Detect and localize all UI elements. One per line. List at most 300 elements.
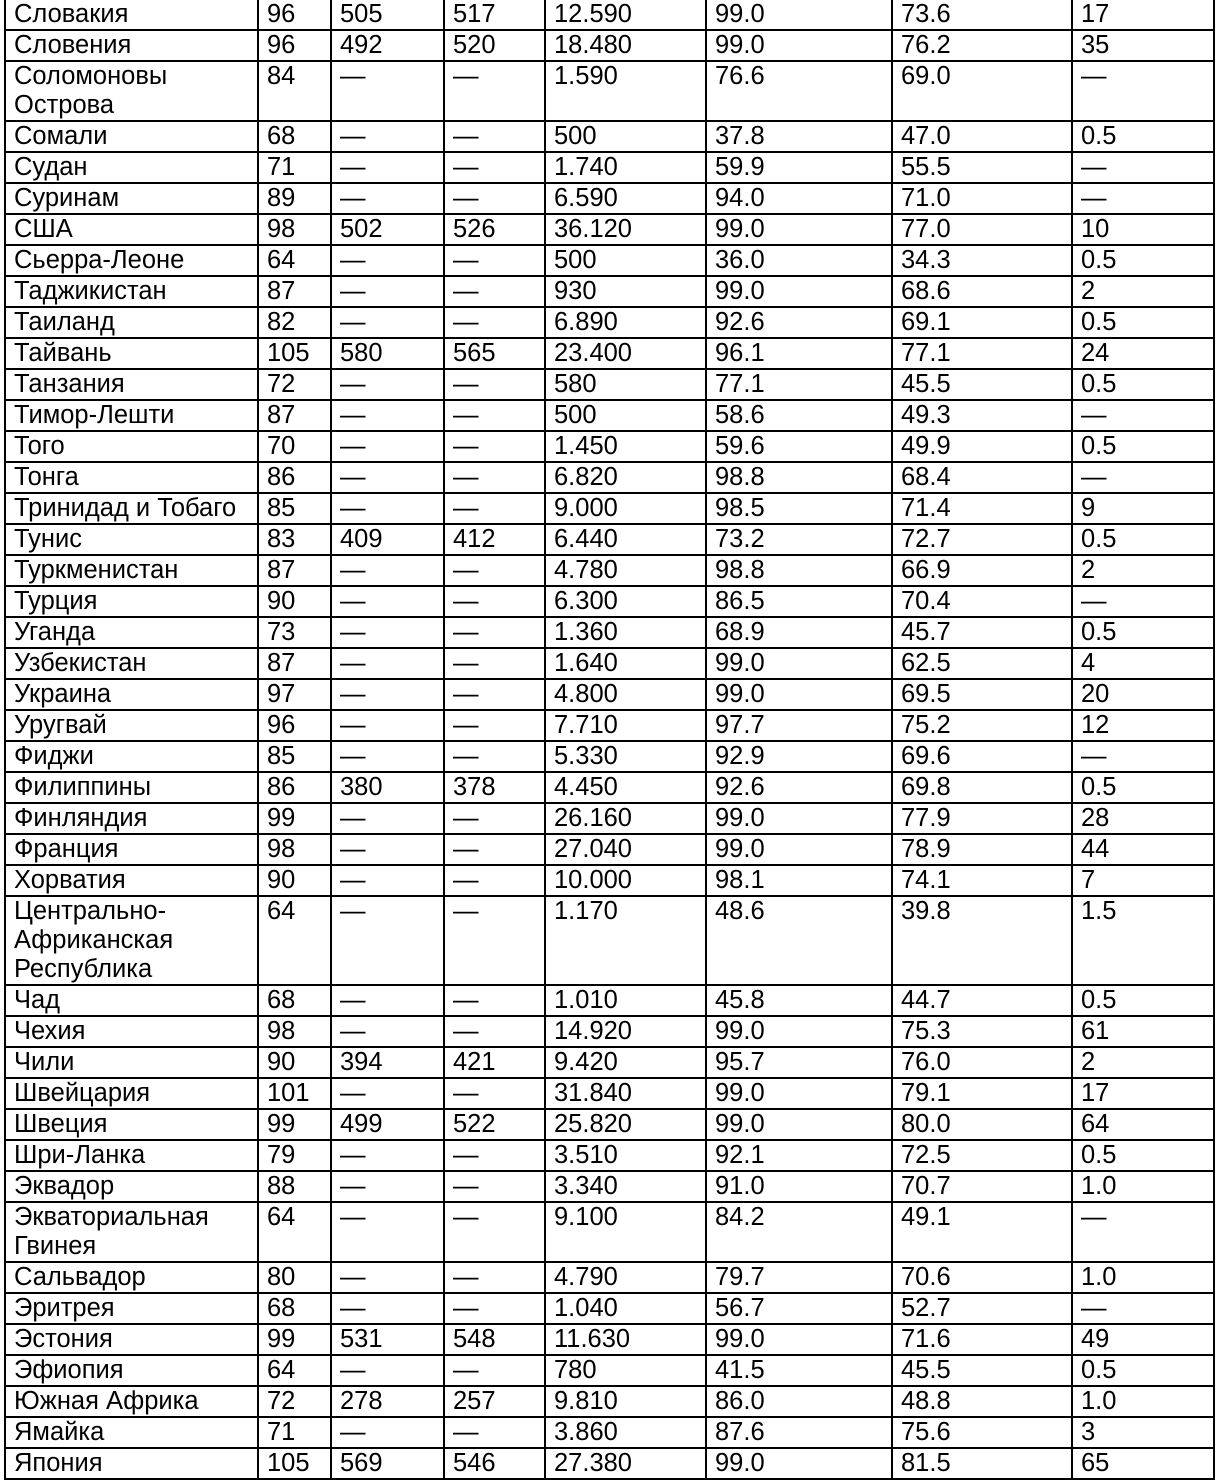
value-cell-2: — [331, 741, 444, 772]
value-cell-4: 4.800 [545, 679, 706, 710]
value-cell-6: 77.0 [892, 214, 1072, 245]
value-cell-1: 96 [258, 0, 331, 30]
value-cell-1: 90 [258, 865, 331, 896]
value-cell-7: 4 [1072, 648, 1214, 679]
value-cell-4: 12.590 [545, 0, 706, 30]
country-cell: Таиланд [5, 307, 258, 338]
value-cell-7: 35 [1072, 30, 1214, 61]
country-cell: Чад [5, 985, 258, 1016]
value-cell-5: 99.0 [706, 1448, 892, 1479]
value-cell-5: 37.8 [706, 121, 892, 152]
value-cell-1: 96 [258, 710, 331, 741]
value-cell-6: 71.0 [892, 183, 1072, 214]
value-cell-1: 86 [258, 462, 331, 493]
value-cell-1: 96 [258, 30, 331, 61]
value-cell-5: 99.0 [706, 679, 892, 710]
table-row [5, 1386, 1214, 1417]
value-cell-5: 96.1 [706, 338, 892, 369]
table-row [5, 369, 1214, 400]
value-cell-7: 0.5 [1072, 245, 1214, 276]
table-row [5, 803, 1214, 834]
value-cell-7: 0.5 [1072, 772, 1214, 803]
value-cell-5: 45.8 [706, 985, 892, 1016]
value-cell-3: — [444, 400, 545, 431]
value-cell-6: 55.5 [892, 152, 1072, 183]
value-cell-6: 75.3 [892, 1016, 1072, 1047]
value-cell-4: 1.040 [545, 1293, 706, 1324]
country-cell: Словакия [5, 0, 258, 30]
value-cell-3: — [444, 1293, 545, 1324]
value-cell-4: 1.740 [545, 152, 706, 183]
value-cell-5: 99.0 [706, 1324, 892, 1355]
value-cell-2: — [331, 648, 444, 679]
value-cell-5: 99.0 [706, 1078, 892, 1109]
value-cell-5: 99.0 [706, 648, 892, 679]
value-cell-6: 68.4 [892, 462, 1072, 493]
table-row [5, 710, 1214, 741]
value-cell-6: 45.5 [892, 1355, 1072, 1386]
value-cell-7: 0.5 [1072, 307, 1214, 338]
country-cell: Словения [5, 30, 258, 61]
value-cell-7: 0.5 [1072, 369, 1214, 400]
value-cell-2: — [331, 586, 444, 617]
value-cell-6: 52.7 [892, 1293, 1072, 1324]
value-cell-5: 98.5 [706, 493, 892, 524]
value-cell-3: — [444, 896, 545, 985]
country-cell: Тунис [5, 524, 258, 555]
country-cell: Финляндия [5, 803, 258, 834]
value-cell-4: 6.890 [545, 307, 706, 338]
value-cell-3: — [444, 431, 545, 462]
value-cell-1: 80 [258, 1262, 331, 1293]
value-cell-7: — [1072, 152, 1214, 183]
value-cell-5: 98.8 [706, 462, 892, 493]
value-cell-2: — [331, 369, 444, 400]
value-cell-1: 68 [258, 1293, 331, 1324]
value-cell-5: 99.0 [706, 1109, 892, 1140]
value-cell-1: 97 [258, 679, 331, 710]
table-row [5, 1355, 1214, 1386]
value-cell-7: — [1072, 741, 1214, 772]
value-cell-6: 75.2 [892, 710, 1072, 741]
value-cell-1: 64 [258, 1355, 331, 1386]
value-cell-1: 89 [258, 183, 331, 214]
value-cell-2: 531 [331, 1324, 444, 1355]
value-cell-3: — [444, 307, 545, 338]
value-cell-3: — [444, 648, 545, 679]
value-cell-3: — [444, 1171, 545, 1202]
value-cell-2: — [331, 834, 444, 865]
value-cell-2: — [331, 1078, 444, 1109]
value-cell-7: 17 [1072, 0, 1214, 30]
value-cell-4: 4.790 [545, 1262, 706, 1293]
value-cell-7: — [1072, 61, 1214, 121]
value-cell-4: 6.440 [545, 524, 706, 555]
value-cell-4: 1.590 [545, 61, 706, 121]
value-cell-2: — [331, 183, 444, 214]
value-cell-5: 77.1 [706, 369, 892, 400]
value-cell-6: 68.6 [892, 276, 1072, 307]
value-cell-6: 62.5 [892, 648, 1072, 679]
value-cell-7: 0.5 [1072, 524, 1214, 555]
value-cell-2: — [331, 61, 444, 121]
value-cell-6: 70.6 [892, 1262, 1072, 1293]
country-cell: Уганда [5, 617, 258, 648]
value-cell-5: 92.6 [706, 772, 892, 803]
value-cell-1: 79 [258, 1140, 331, 1171]
value-cell-2: 380 [331, 772, 444, 803]
value-cell-6: 49.1 [892, 1202, 1072, 1262]
value-cell-3: — [444, 803, 545, 834]
value-cell-4: 27.380 [545, 1448, 706, 1479]
table-row [5, 30, 1214, 61]
value-cell-4: 6.300 [545, 586, 706, 617]
table-row [5, 648, 1214, 679]
value-cell-3: 548 [444, 1324, 545, 1355]
table-row [5, 1202, 1214, 1262]
country-cell: Филиппины [5, 772, 258, 803]
table-row [5, 400, 1214, 431]
value-cell-3: — [444, 121, 545, 152]
value-cell-5: 87.6 [706, 1417, 892, 1448]
value-cell-6: 78.9 [892, 834, 1072, 865]
value-cell-4: 580 [545, 369, 706, 400]
value-cell-7: 12 [1072, 710, 1214, 741]
country-cell: Сомали [5, 121, 258, 152]
table-row [5, 865, 1214, 896]
country-cell: Соломоновы Острова [5, 61, 258, 121]
country-cell: Танзания [5, 369, 258, 400]
table-row [5, 1016, 1214, 1047]
value-cell-3: — [444, 1140, 545, 1171]
value-cell-3: — [444, 865, 545, 896]
value-cell-7: 20 [1072, 679, 1214, 710]
country-cell: Фиджи [5, 741, 258, 772]
table-row [5, 1448, 1214, 1479]
value-cell-2: — [331, 307, 444, 338]
value-cell-4: 25.820 [545, 1109, 706, 1140]
table-row [5, 1262, 1214, 1293]
value-cell-5: 79.7 [706, 1262, 892, 1293]
value-cell-3: 546 [444, 1448, 545, 1479]
value-cell-4: 26.160 [545, 803, 706, 834]
value-cell-7: 0.5 [1072, 985, 1214, 1016]
value-cell-7: — [1072, 1202, 1214, 1262]
table-row [5, 276, 1214, 307]
value-cell-3: — [444, 183, 545, 214]
value-cell-6: 80.0 [892, 1109, 1072, 1140]
value-cell-1: 86 [258, 772, 331, 803]
value-cell-2: — [331, 493, 444, 524]
value-cell-1: 99 [258, 1109, 331, 1140]
value-cell-3: — [444, 985, 545, 1016]
value-cell-4: 6.590 [545, 183, 706, 214]
country-cell: Суринам [5, 183, 258, 214]
value-cell-4: 9.100 [545, 1202, 706, 1262]
country-cell: Эстония [5, 1324, 258, 1355]
country-cell: Таджикистан [5, 276, 258, 307]
table-row [5, 214, 1214, 245]
value-cell-5: 92.6 [706, 307, 892, 338]
table-row [5, 524, 1214, 555]
value-cell-1: 84 [258, 61, 331, 121]
country-cell: Туркменистан [5, 555, 258, 586]
value-cell-3: 378 [444, 772, 545, 803]
value-cell-5: 91.0 [706, 1171, 892, 1202]
value-cell-7: — [1072, 586, 1214, 617]
value-cell-3: 517 [444, 0, 545, 30]
value-cell-4: 1.450 [545, 431, 706, 462]
value-cell-4: 500 [545, 121, 706, 152]
value-cell-6: 66.9 [892, 555, 1072, 586]
value-cell-3: — [444, 586, 545, 617]
country-cell: Шри-Ланка [5, 1140, 258, 1171]
value-cell-4: 780 [545, 1355, 706, 1386]
value-cell-1: 68 [258, 985, 331, 1016]
value-cell-4: 1.640 [545, 648, 706, 679]
value-cell-7: 17 [1072, 1078, 1214, 1109]
value-cell-7: 3 [1072, 1417, 1214, 1448]
value-cell-3: — [444, 462, 545, 493]
value-cell-6: 49.3 [892, 400, 1072, 431]
value-cell-4: 27.040 [545, 834, 706, 865]
value-cell-2: — [331, 1293, 444, 1324]
value-cell-7: 2 [1072, 555, 1214, 586]
value-cell-7: 49 [1072, 1324, 1214, 1355]
value-cell-5: 36.0 [706, 245, 892, 276]
value-cell-7: 24 [1072, 338, 1214, 369]
value-cell-2: — [331, 1202, 444, 1262]
value-cell-7: 44 [1072, 834, 1214, 865]
value-cell-5: 99.0 [706, 0, 892, 30]
value-cell-2: 492 [331, 30, 444, 61]
value-cell-7: 9 [1072, 493, 1214, 524]
value-cell-7: 7 [1072, 865, 1214, 896]
country-cell: США [5, 214, 258, 245]
value-cell-6: 74.1 [892, 865, 1072, 896]
value-cell-2: — [331, 245, 444, 276]
country-cell: Эритрея [5, 1293, 258, 1324]
value-cell-5: 99.0 [706, 30, 892, 61]
value-cell-3: — [444, 710, 545, 741]
value-cell-2: — [331, 710, 444, 741]
value-cell-2: — [331, 865, 444, 896]
value-cell-6: 39.8 [892, 896, 1072, 985]
country-cell: Швейцария [5, 1078, 258, 1109]
value-cell-1: 70 [258, 431, 331, 462]
value-cell-2: — [331, 431, 444, 462]
country-cell: Экваториальная Гвинея [5, 1202, 258, 1262]
value-cell-5: 59.6 [706, 431, 892, 462]
value-cell-7: 10 [1072, 214, 1214, 245]
value-cell-3: — [444, 276, 545, 307]
table-row [5, 1324, 1214, 1355]
table-row [5, 985, 1214, 1016]
value-cell-6: 71.6 [892, 1324, 1072, 1355]
value-cell-5: 84.2 [706, 1202, 892, 1262]
value-cell-4: 3.860 [545, 1417, 706, 1448]
value-cell-1: 87 [258, 400, 331, 431]
country-cell: Тимор-Лешти [5, 400, 258, 431]
value-cell-6: 75.6 [892, 1417, 1072, 1448]
value-cell-1: 101 [258, 1078, 331, 1109]
value-cell-2: — [331, 803, 444, 834]
value-cell-2: — [331, 679, 444, 710]
value-cell-2: 569 [331, 1448, 444, 1479]
table-row [5, 896, 1214, 985]
value-cell-6: 69.6 [892, 741, 1072, 772]
value-cell-7: — [1072, 462, 1214, 493]
value-cell-5: 98.8 [706, 555, 892, 586]
value-cell-1: 88 [258, 1171, 331, 1202]
country-cell: Эквадор [5, 1171, 258, 1202]
value-cell-1: 64 [258, 245, 331, 276]
value-cell-5: 59.9 [706, 152, 892, 183]
value-cell-3: — [444, 1417, 545, 1448]
value-cell-7: — [1072, 400, 1214, 431]
country-cell: Тайвань [5, 338, 258, 369]
value-cell-1: 99 [258, 1324, 331, 1355]
country-cell: Уругвай [5, 710, 258, 741]
value-cell-4: 9.810 [545, 1386, 706, 1417]
value-cell-2: 580 [331, 338, 444, 369]
value-cell-2: — [331, 121, 444, 152]
value-cell-7: 0.5 [1072, 1355, 1214, 1386]
value-cell-2: — [331, 1016, 444, 1047]
value-cell-1: 87 [258, 555, 331, 586]
value-cell-7: 0.5 [1072, 617, 1214, 648]
value-cell-6: 69.8 [892, 772, 1072, 803]
value-cell-2: — [331, 1417, 444, 1448]
table-body [5, 0, 1214, 1479]
table-row [5, 462, 1214, 493]
table-row [5, 1417, 1214, 1448]
value-cell-1: 87 [258, 648, 331, 679]
value-cell-1: 85 [258, 493, 331, 524]
value-cell-3: 412 [444, 524, 545, 555]
value-cell-5: 95.7 [706, 1047, 892, 1078]
value-cell-6: 69.1 [892, 307, 1072, 338]
value-cell-1: 71 [258, 152, 331, 183]
value-cell-4: 10.000 [545, 865, 706, 896]
value-cell-3: — [444, 369, 545, 400]
value-cell-5: 97.7 [706, 710, 892, 741]
table-row [5, 0, 1214, 30]
value-cell-4: 1.170 [545, 896, 706, 985]
table-row [5, 1047, 1214, 1078]
value-cell-2: — [331, 1140, 444, 1171]
value-cell-4: 9.420 [545, 1047, 706, 1078]
value-cell-2: 394 [331, 1047, 444, 1078]
value-cell-5: 99.0 [706, 276, 892, 307]
value-cell-4: 3.510 [545, 1140, 706, 1171]
value-cell-3: — [444, 245, 545, 276]
value-cell-2: — [331, 1355, 444, 1386]
value-cell-6: 79.1 [892, 1078, 1072, 1109]
value-cell-6: 76.2 [892, 30, 1072, 61]
value-cell-7: 2 [1072, 276, 1214, 307]
value-cell-5: 98.1 [706, 865, 892, 896]
value-cell-2: — [331, 276, 444, 307]
table-row [5, 307, 1214, 338]
value-cell-6: 49.9 [892, 431, 1072, 462]
value-cell-7: 61 [1072, 1016, 1214, 1047]
value-cell-1: 105 [258, 338, 331, 369]
value-cell-4: 9.000 [545, 493, 706, 524]
value-cell-3: — [444, 617, 545, 648]
value-cell-3: — [444, 61, 545, 121]
value-cell-7: 64 [1072, 1109, 1214, 1140]
value-cell-4: 11.630 [545, 1324, 706, 1355]
table-row [5, 121, 1214, 152]
value-cell-2: 499 [331, 1109, 444, 1140]
value-cell-6: 69.5 [892, 679, 1072, 710]
value-cell-6: 76.0 [892, 1047, 1072, 1078]
value-cell-6: 70.7 [892, 1171, 1072, 1202]
value-cell-7: 1.5 [1072, 896, 1214, 985]
table-row [5, 338, 1214, 369]
value-cell-1: 73 [258, 617, 331, 648]
value-cell-3: 526 [444, 214, 545, 245]
value-cell-5: 99.0 [706, 1016, 892, 1047]
table-row [5, 679, 1214, 710]
country-cell: Центрально-Африканская Республика [5, 896, 258, 985]
value-cell-1: 85 [258, 741, 331, 772]
value-cell-6: 77.9 [892, 803, 1072, 834]
value-cell-6: 44.7 [892, 985, 1072, 1016]
country-statistics-table [4, 0, 1215, 1480]
value-cell-3: — [444, 152, 545, 183]
value-cell-4: 23.400 [545, 338, 706, 369]
value-cell-3: — [444, 1202, 545, 1262]
value-cell-3: 257 [444, 1386, 545, 1417]
value-cell-1: 71 [258, 1417, 331, 1448]
value-cell-6: 47.0 [892, 121, 1072, 152]
value-cell-2: 502 [331, 214, 444, 245]
value-cell-3: 421 [444, 1047, 545, 1078]
value-cell-7: 28 [1072, 803, 1214, 834]
table-row [5, 772, 1214, 803]
value-cell-7: 65 [1072, 1448, 1214, 1479]
value-cell-7: 1.0 [1072, 1171, 1214, 1202]
country-cell: Тонга [5, 462, 258, 493]
value-cell-6: 45.7 [892, 617, 1072, 648]
value-cell-1: 83 [258, 524, 331, 555]
value-cell-6: 45.5 [892, 369, 1072, 400]
value-cell-6: 71.4 [892, 493, 1072, 524]
value-cell-2: — [331, 1171, 444, 1202]
value-cell-5: 99.0 [706, 803, 892, 834]
value-cell-1: 105 [258, 1448, 331, 1479]
table-row [5, 431, 1214, 462]
country-cell: Украина [5, 679, 258, 710]
value-cell-4: 31.840 [545, 1078, 706, 1109]
value-cell-1: 87 [258, 276, 331, 307]
value-cell-5: 99.0 [706, 214, 892, 245]
value-cell-4: 500 [545, 400, 706, 431]
value-cell-1: 98 [258, 834, 331, 865]
country-cell: Сьерра-Леоне [5, 245, 258, 276]
value-cell-7: 1.0 [1072, 1386, 1214, 1417]
value-cell-6: 69.0 [892, 61, 1072, 121]
value-cell-3: — [444, 1078, 545, 1109]
country-cell: Хорватия [5, 865, 258, 896]
country-cell: Судан [5, 152, 258, 183]
value-cell-5: 86.0 [706, 1386, 892, 1417]
value-cell-6: 34.3 [892, 245, 1072, 276]
table-row [5, 61, 1214, 121]
value-cell-5: 92.9 [706, 741, 892, 772]
